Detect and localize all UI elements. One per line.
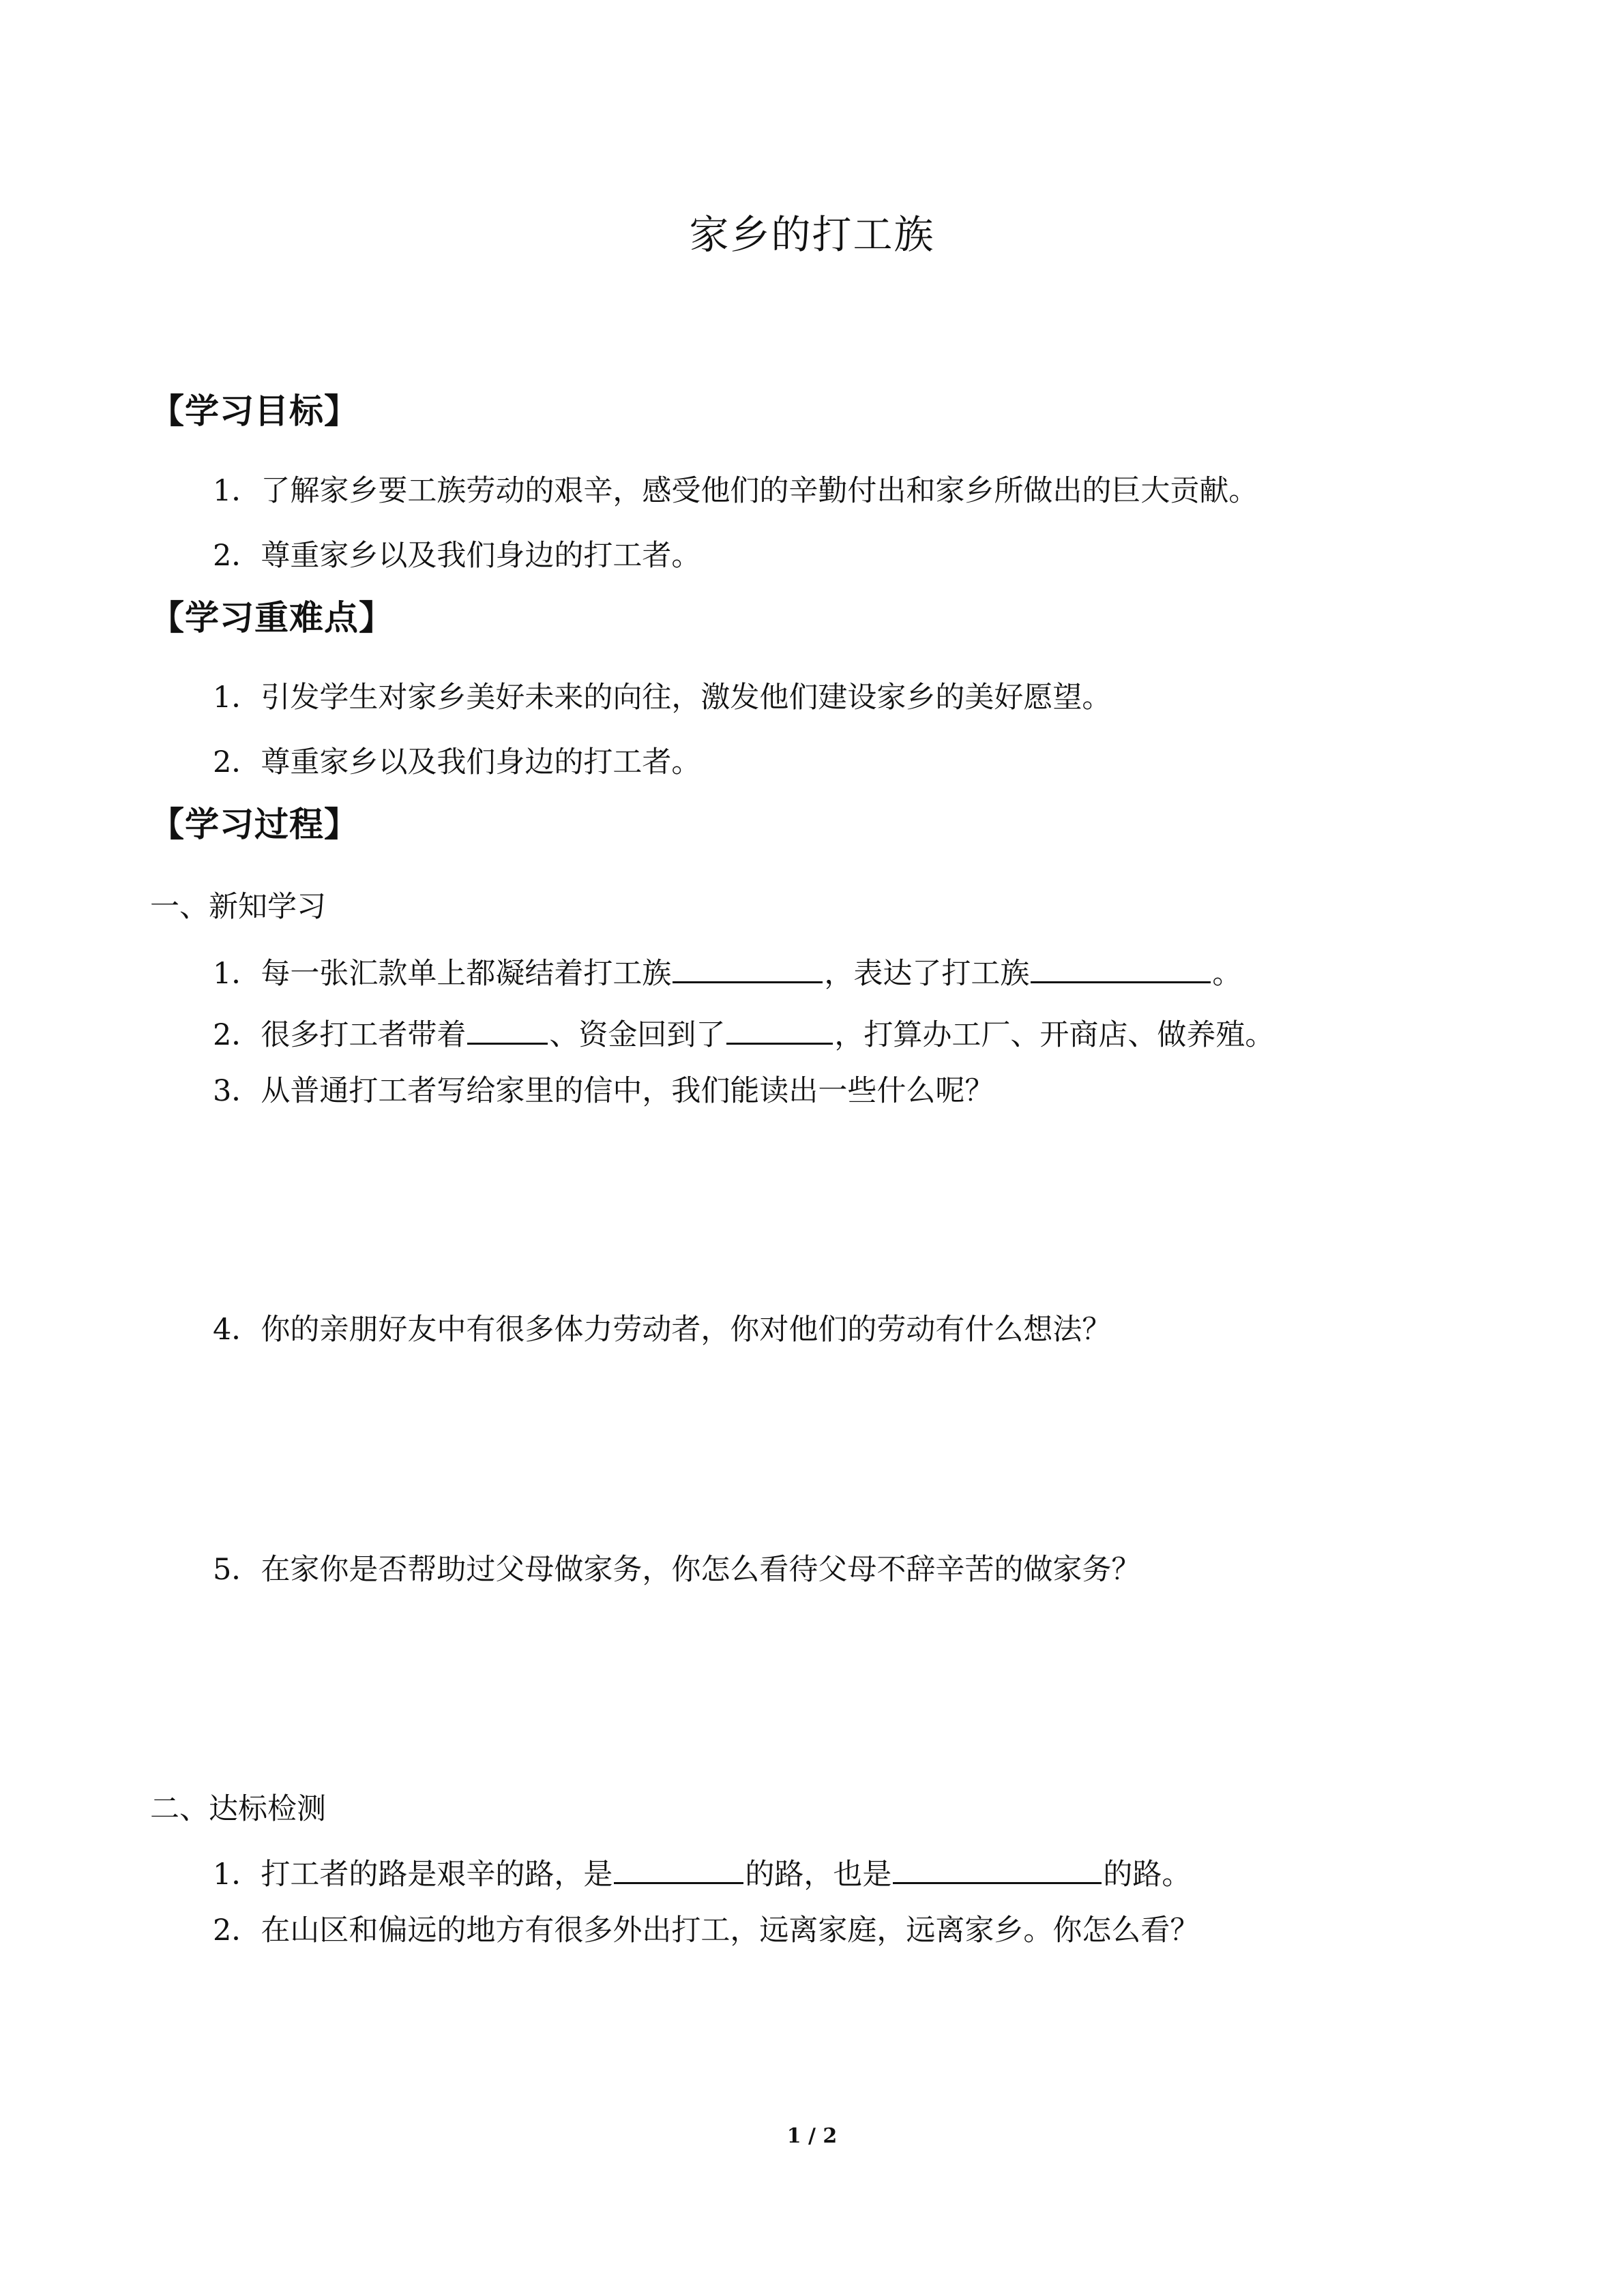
- question-text: 、资金回到了: [549, 1018, 726, 1052]
- fill-blank[interactable]: [726, 1013, 833, 1045]
- section-heading-process: 【学习过程】: [150, 805, 359, 844]
- process-part2-heading: 二、达标检测: [150, 1792, 326, 1826]
- fill-blank[interactable]: [893, 1852, 1102, 1884]
- section-heading-key-points: 【学习重难点】: [150, 598, 394, 638]
- process-question-4: 4．你的亲朋好友中有很多体力劳动者，你对他们的劳动有什么想法？: [213, 1313, 1112, 1347]
- fill-blank[interactable]: [673, 951, 823, 983]
- question-text: 2．很多打工者带着: [213, 1018, 467, 1052]
- key-point-item-1: 1．引发学生对家乡美好未来的向往，激发他们建设家乡的美好愿望。: [213, 681, 1112, 715]
- question-text: ，表达了打工族: [824, 957, 1030, 991]
- fill-blank[interactable]: [614, 1852, 743, 1884]
- page-title: 家乡的打工族: [689, 211, 935, 258]
- key-point-item-2: 2．尊重家乡以及我们身边的打工者。: [213, 745, 701, 779]
- process-question-1: [213, 951, 1241, 992]
- question-text: ，打算办工厂、开商店、做养殖。: [834, 1018, 1275, 1052]
- question-text: 1．打工者的路是艰辛的路，是: [213, 1858, 613, 1892]
- section-heading-goals: 【学习目标】: [150, 391, 359, 431]
- process-question-2: [213, 1013, 1274, 1054]
- question-text: 。: [1212, 957, 1242, 991]
- fill-blank[interactable]: [1031, 951, 1211, 983]
- question-text: 1．每一张汇款单上都凝结着打工族: [213, 957, 672, 991]
- process-question-3: 3．从普通打工者写给家里的信中，我们能读出一些什么呢？: [213, 1074, 994, 1108]
- fill-blank[interactable]: [467, 1013, 548, 1045]
- goal-item-2: 2．尊重家乡以及我们身边的打工者。: [213, 539, 701, 573]
- process-part1-heading: 一、新知学习: [150, 890, 326, 924]
- question-text: 的路，也是: [745, 1858, 892, 1892]
- goal-item-1: 1．了解家乡要工族劳动的艰辛，感受他们的辛勤付出和家乡所做出的巨大贡献。: [213, 474, 1258, 508]
- question-text: 的路。: [1103, 1858, 1192, 1892]
- page-number: 1 / 2: [786, 2124, 838, 2148]
- process-question-5: 5．在家你是否帮助过父母做家务，你怎么看待父母不辞辛苦的做家务？: [213, 1553, 1141, 1587]
- check-question-1: [213, 1852, 1191, 1893]
- check-question-2: 2．在山区和偏远的地方有很多外出打工，远离家庭，远离家乡。你怎么看？: [213, 1913, 1200, 1948]
